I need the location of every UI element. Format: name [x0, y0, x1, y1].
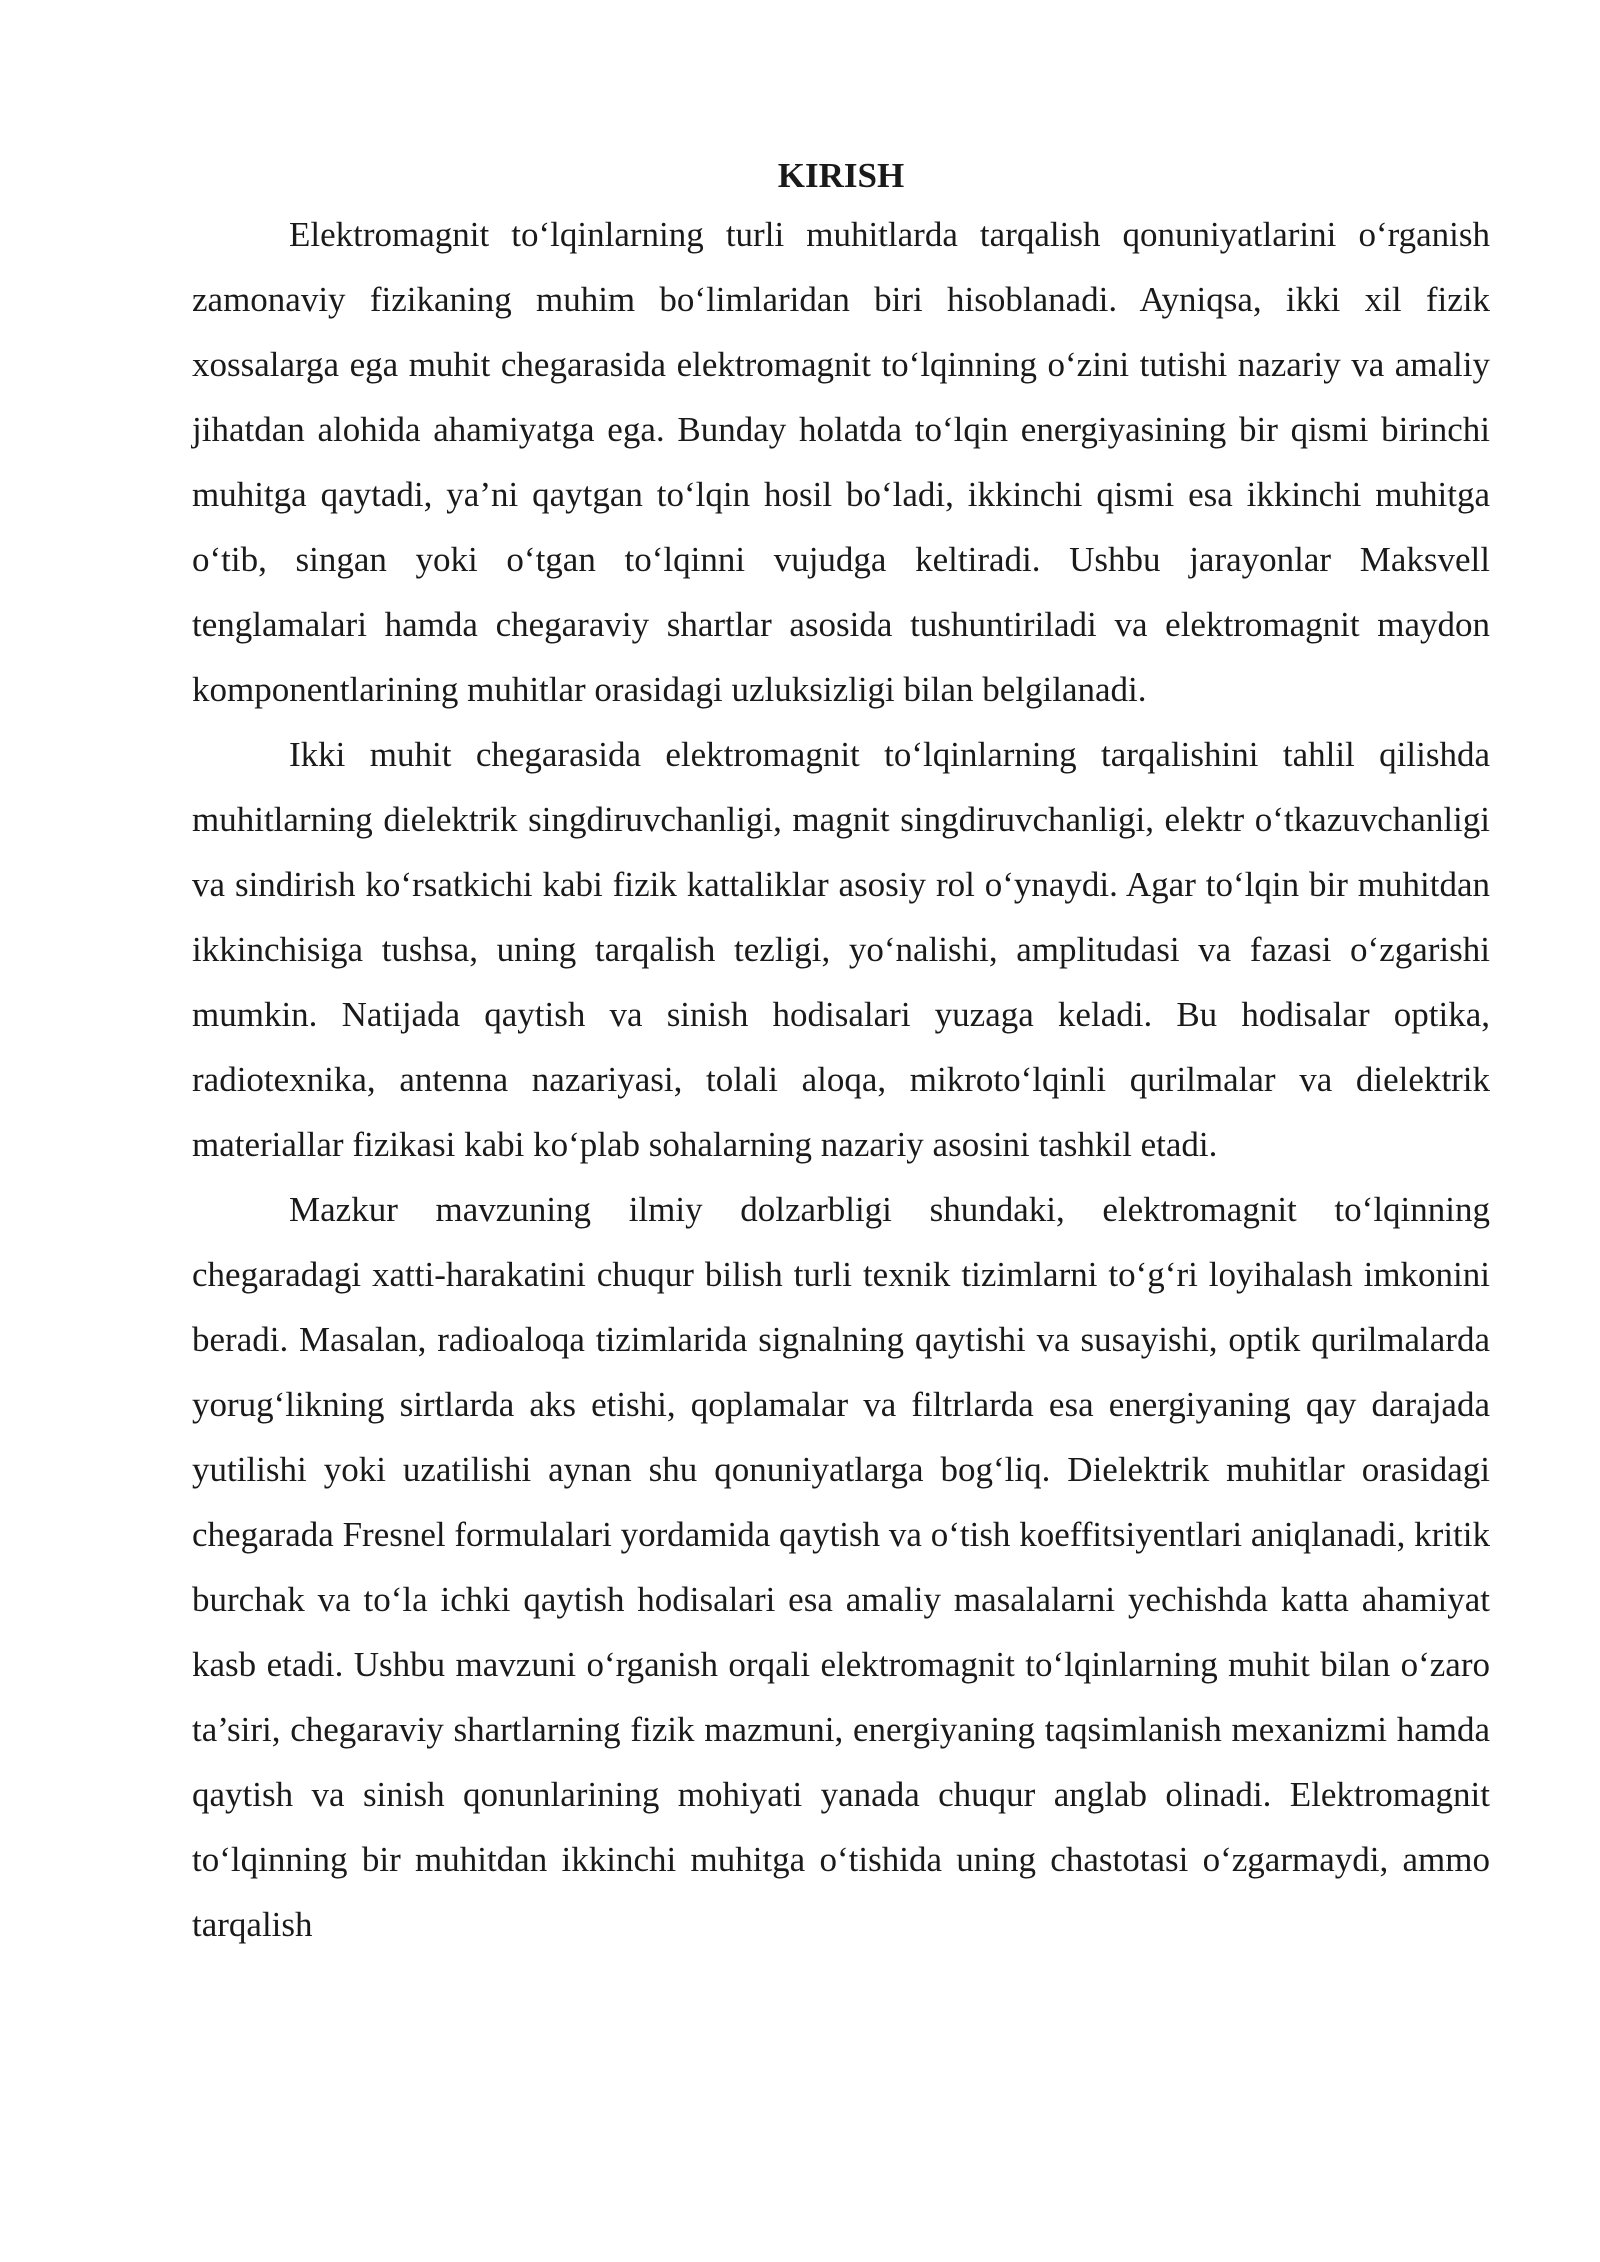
paragraph-1: Elektromagnit to‘lqinlarning turli muhitlarda tarqalish qonuniyatlarini o‘rganish zamonaviy fizikaning muhim bo‘limlaridan biri hisoblanadi. Ayniqsa, ikki xil fizik xossalarga ega muhit chegarasida elektromagnit to‘lqinning o‘zini tutishi nazariy va amaliy jihatdan alohida ahamiyatga ega. Bunday holatda to‘lqin energiyasining bir qismi birinchi muhitga qaytadi, ya’ni qaytgan to‘lqin hosil bo‘ladi, ikkinchi qismi esa ikkinchi muhitga o‘tib, singan yoki o‘tgan to‘lqinni vujudga keltiradi. Ushbu jarayonlar Maksvell tenglamalari hamda chegaraviy shartlar asosida tushuntiriladi va elektromagnit maydon komponentlarining muhitlar orasidagi uzluksizligi bilan belgilanadi. — [192, 215, 1490, 709]
paragraph-2: Ikki muhit chegarasida elektromagnit to‘lqinlarning tarqalishini tahlil qilishda muhitlarning dielektrik singdiruvchanligi, magnit singdiruvchanligi, elektr o‘tkazuvchanligi va sindirish ko‘rsatkichi kabi fizik kattaliklar asosiy rol o‘ynaydi. Agar to‘lqin bir muhitdan ikkinchisiga tushsa, uning tarqalish tezligi, yo‘nalishi, amplitudasi va fazasi o‘zgarishi mumkin. Natijada qaytish va sinish hodisalari yuzaga keladi. Bu hodisalar optika, radiotexnika, antenna nazariyasi, tolali aloqa, mikroto‘lqinli qurilmalar va dielektrik materiallar fizikasi kabi ko‘plab sohalarning nazariy asosini tashkil etadi. — [192, 735, 1490, 1164]
paragraph-3: Mazkur mavzuning ilmiy dolzarbligi shundaki, elektromagnit to‘lqinning chegaradagi xatti-harakatini chuqur bilish turli texnik tizimlarni to‘g‘ri loyihalash imkonini beradi. Masalan, radioaloqa tizimlarida signalning qaytishi va susayishi, optik qurilmalarda yorug‘likning sirtlarda aks etishi, qoplamalar va filtrlarda esa energiyaning qay darajada yutilishi yoki uzatilishi aynan shu qonuniyatlarga bog‘liq. Dielektrik muhitlar orasidagi chegarada Fresnel formulalari yordamida qaytish va o‘tish koeffitsiyentlari aniqlanadi, kritik burchak va to‘la ichki qaytish hodisalari esa amaliy masalalarni yechishda katta ahamiyat kasb etadi. Ushbu mavzuni o‘rganish orqali elektromagnit to‘lqinlarning muhit bilan o‘zaro ta’siri, chegaraviy shartlarning fizik mazmuni, energiyaning taqsimlanish mexanizmi hamda qaytish va sinish qonunlarining mohiyati yanada chuqur anglab olinadi. Elektromagnit to‘lqinning bir muhitdan ikkinchi muhitga o‘tishida uning chastotasi o‘zgarmaydi, ammo tarqalish — [192, 1190, 1490, 1944]
page-title: KIRISH — [777, 156, 905, 195]
document-body — [192, 150, 1490, 1957]
